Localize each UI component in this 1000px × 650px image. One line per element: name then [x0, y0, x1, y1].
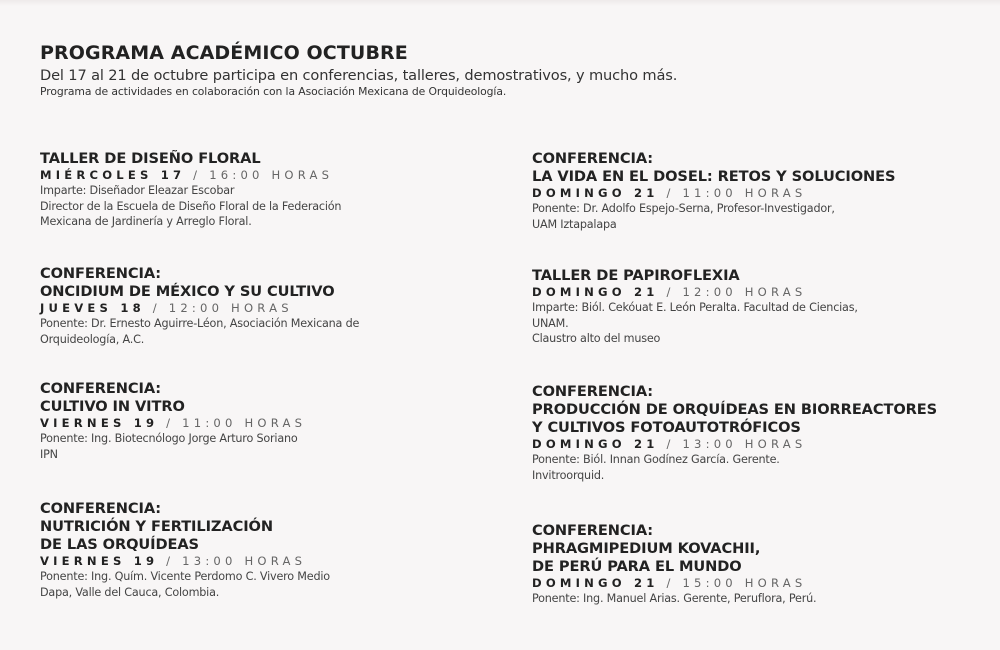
event-detail-line: Mexicana de Jardinería y Arreglo Floral.	[40, 215, 252, 228]
event-detail-line: Director de la Escuela de Diseño Floral de la Federación	[40, 199, 342, 213]
event-detail-line: Ponente: Ing. Quím. Vicente Perdomo C. Vivero Medio	[40, 570, 330, 583]
event-cultivo-in-vitro	[40, 380, 500, 462]
event-phragmipedium-kovachii	[532, 522, 992, 607]
event-time: 12:00 HORAS	[168, 301, 293, 315]
event-detail-line: Imparte: Diseñador Eleazar Escobar	[40, 184, 235, 197]
event-taller-diseno-floral	[40, 150, 500, 230]
event-day: DOMINGO 21	[532, 285, 659, 299]
event-detail-line: Invitroorquid.	[532, 468, 605, 482]
event-detail-line: Dapa, Valle del Cauca, Colombia.	[40, 585, 220, 599]
top-edge-strip	[0, 0, 1000, 6]
event-time: 12:00 HORAS	[682, 285, 807, 299]
program-subtitle: Del 17 al 21 de octubre participa en conferencias, talleres, demostrativos, y mucho más.	[40, 67, 678, 84]
event-separator: /	[658, 285, 683, 299]
event-datetime	[532, 437, 992, 452]
event-detail-line: Ponente: Dr. Adolfo Espejo-Serna, Profesor-Investigador,	[532, 202, 835, 215]
event-time: 15:00 HORAS	[682, 576, 807, 590]
event-detail-line: Imparte: Biól. Cekóuat E. León Peralta. Facultad de Ciencias,	[532, 301, 858, 314]
page-title: PROGRAMA ACADÉMICO OCTUBRE	[40, 42, 408, 64]
event-detail-line: Orquideología, A.C.	[40, 332, 145, 346]
event-detail-line: Ponente: Ing. Biotecnólogo Jorge Arturo Soriano	[40, 432, 298, 445]
event-datetime	[40, 301, 500, 316]
event-day: DOMINGO 21	[532, 576, 659, 590]
event-vida-en-el-dosel	[532, 150, 992, 232]
event-separator: /	[658, 186, 683, 200]
event-day: VIERNES 19	[40, 416, 159, 430]
event-time: 11:00 HORAS	[682, 186, 807, 200]
event-title: DE PERÚ PARA EL MUNDO	[532, 558, 742, 575]
event-day: MIÉRCOLES 17	[40, 168, 186, 182]
event-type: CONFERENCIA:	[532, 150, 654, 167]
event-time: 13:00 HORAS	[682, 437, 807, 451]
event-detail-line: Ponente: Ing. Manuel Arias. Gerente, Peruflora, Perú.	[532, 592, 817, 605]
event-datetime	[532, 576, 992, 591]
event-separator: /	[158, 416, 183, 430]
event-time: 11:00 HORAS	[182, 416, 307, 430]
event-produccion-orquideas	[532, 383, 992, 483]
event-title: LA VIDA EN EL DOSEL: RETOS Y SOLUCIONES	[532, 168, 896, 185]
event-title: PHRAGMIPEDIUM KOVACHII,	[532, 540, 761, 557]
event-title: ONCIDIUM DE MÉXICO Y SU CULTIVO	[40, 283, 335, 300]
event-separator: /	[658, 576, 683, 590]
event-separator: /	[185, 168, 210, 182]
event-detail-line: UAM Iztapalapa	[532, 217, 617, 231]
event-taller-papiroflexia	[532, 267, 992, 347]
event-title: DE LAS ORQUÍDEAS	[40, 536, 199, 553]
event-day: VIERNES 19	[40, 554, 159, 568]
event-title: Y CULTIVOS FOTOAUTOTRÓFICOS	[532, 419, 801, 436]
event-type: CONFERENCIA:	[40, 500, 162, 517]
event-day: JUEVES 18	[40, 301, 145, 315]
collaboration-note: Programa de actividades en colaboración con la Asociación Mexicana de Orquideología.	[40, 85, 507, 98]
event-datetime	[40, 168, 500, 183]
event-day: DOMINGO 21	[532, 437, 659, 451]
event-time: 16:00 HORAS	[209, 168, 334, 182]
event-day: DOMINGO 21	[532, 186, 659, 200]
event-datetime	[40, 416, 500, 431]
event-detail-line: UNAM.	[532, 316, 569, 330]
event-title: NUTRICIÓN Y FERTILIZACIÓN	[40, 518, 273, 535]
event-type: CONFERENCIA:	[40, 380, 162, 397]
event-datetime	[532, 186, 992, 201]
event-separator: /	[658, 437, 683, 451]
event-datetime	[40, 554, 500, 569]
event-oncidium-mexico	[40, 265, 500, 347]
event-type: CONFERENCIA:	[532, 383, 654, 400]
event-title: TALLER DE DISEÑO FLORAL	[40, 150, 261, 167]
event-nutricion-fertilizacion	[40, 500, 500, 600]
event-title: TALLER DE PAPIROFLEXIA	[532, 267, 740, 284]
event-detail-line: Claustro alto del museo	[532, 332, 661, 345]
event-detail-line: IPN	[40, 447, 58, 461]
event-type: CONFERENCIA:	[532, 522, 654, 539]
event-separator: /	[144, 301, 169, 315]
event-datetime	[532, 285, 992, 300]
event-time: 13:00 HORAS	[182, 554, 307, 568]
event-detail-line: Ponente: Biól. Innan Godínez García. Gerente.	[532, 453, 780, 466]
event-separator: /	[158, 554, 183, 568]
event-title: CULTIVO IN VITRO	[40, 398, 185, 415]
event-title: PRODUCCIÓN DE ORQUÍDEAS EN BIORREACTORES	[532, 401, 938, 418]
event-detail-line: Ponente: Dr. Ernesto Aguirre-Léon, Asociación Mexicana de	[40, 317, 360, 330]
program-header	[40, 41, 980, 99]
event-type: CONFERENCIA:	[40, 265, 162, 282]
